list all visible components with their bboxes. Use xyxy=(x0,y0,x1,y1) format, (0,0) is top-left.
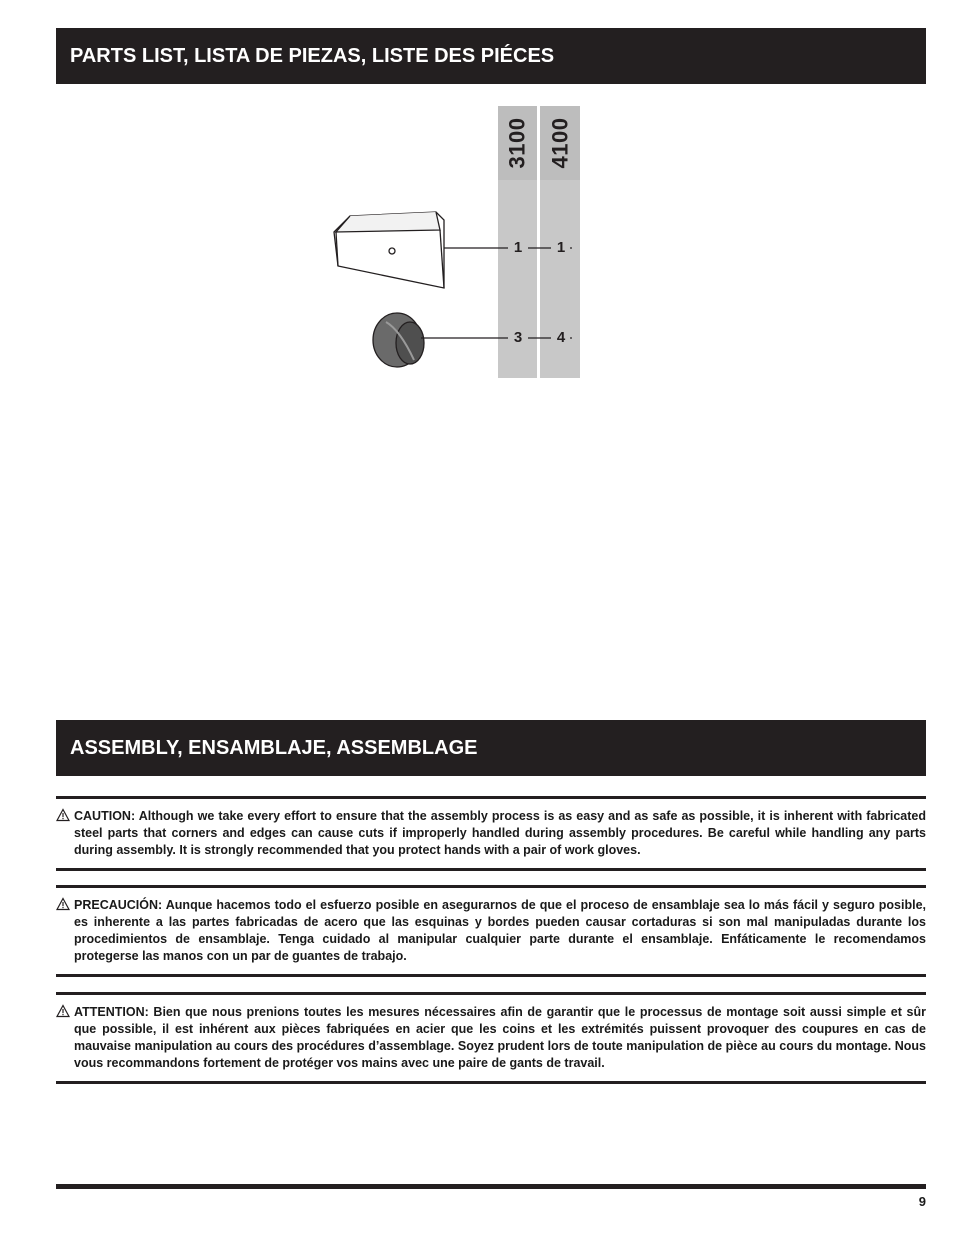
warning-triangle-icon xyxy=(56,897,70,911)
warning-triangle-icon xyxy=(56,1004,70,1018)
assembly-title: ASSEMBLY, ENSAMBLAJE, ASSEMBLAGE xyxy=(70,736,478,759)
control-knob-icon xyxy=(373,313,424,367)
caution-text-fr: ATTENTION: Bien que nous prenions toutes les mesures nécessaires afin de garantir que le processus de montage soit aussi simple et sûr que possible, il est inhérent aux pièces fabriquées en acier que les coins et les extrémités puissent provoquer des coupures en cas de mauvaise manipulation au cours des procédures d’assemblage. Soyez prudent lors de toute manipulation de pièce au cours du montage. Nous vous recommandons fortement de protéger vos mains avec une paire de gants de travail. xyxy=(74,1005,926,1070)
caution-notice-en xyxy=(56,796,926,871)
qty-part2-4100: 4 xyxy=(556,329,566,346)
qty-part1-4100: 1 xyxy=(556,239,566,256)
deflector-plate-icon xyxy=(334,212,444,288)
qty-part1-3100: 1 xyxy=(513,239,523,256)
caution-text-en: CAUTION: Although we take every effort to ensure that the assembly process is as easy and as safe as possible, it is inherent with fabricated steel parts that corners and edges can cause cuts if improperly handled during assembly procedures. Be careful while handling any parts during assembly. It is strongly recommended that you protect hands with a pair of work gloves. xyxy=(74,809,926,857)
caution-notice-es xyxy=(56,885,926,977)
caution-notice-fr xyxy=(56,992,926,1084)
model-label-3100: 3100 xyxy=(504,117,530,169)
parts-list-title: PARTS LIST, LISTA DE PIEZAS, LISTE DES PIÉCES xyxy=(70,44,555,67)
warning-triangle-icon xyxy=(56,808,70,822)
parts-diagram xyxy=(0,0,954,400)
model-label-4100: 4100 xyxy=(547,117,573,169)
page-number: 9 xyxy=(918,1194,926,1209)
assembly-header xyxy=(56,720,926,776)
footer-rule xyxy=(56,1184,926,1189)
qty-part2-3100: 3 xyxy=(513,329,523,346)
parts-illustration xyxy=(0,0,954,400)
caution-text-es: PRECAUCIÓN: Aunque hacemos todo el esfuerzo posible en asegurarnos de que el proceso de ensamblaje sea lo más fácil y seguro posible, es inherente a las partes fabricadas de acero que las esquinas y bordes pueden causar cortaduras si son mal manipuladas durante los procedimientos de ensamblaje. Tenga cuidado al manipular cualquier parte durante el ensamblaje. Enfáticamente le recomendamos protegerse las manos con un par de guantes de trabajo. xyxy=(74,898,926,963)
